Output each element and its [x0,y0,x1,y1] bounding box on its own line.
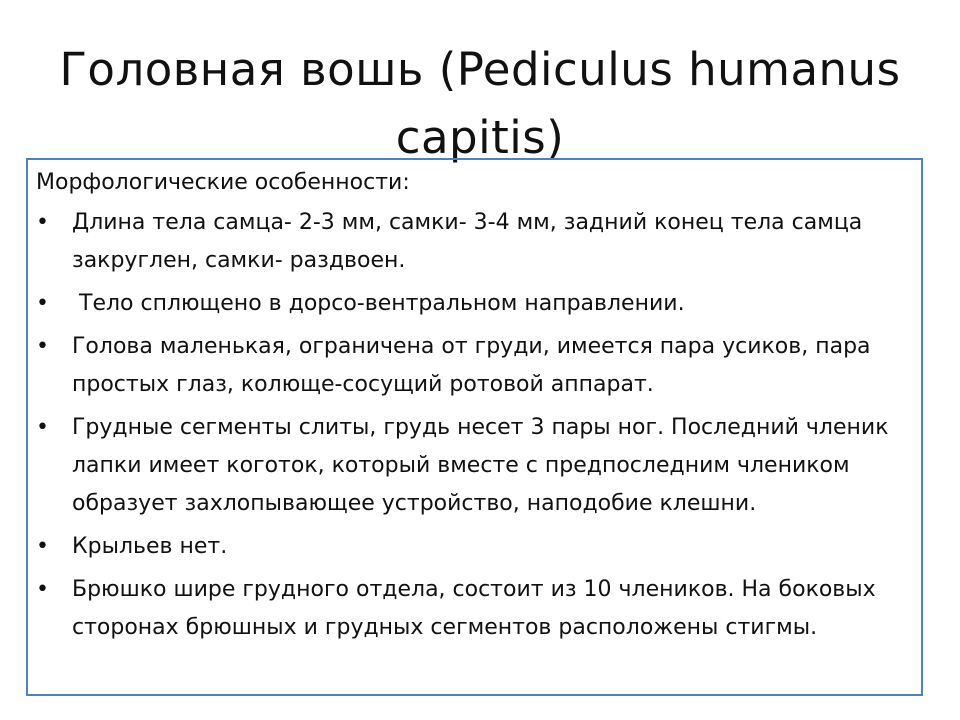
list-item [28,528,921,566]
list-item-text: Брюшко шире грудного отдела, состоит из 10 члеников. На боковых сторонах брюшных и грудных сегментов расположены стигмы. [72,577,876,640]
content-box [26,158,923,696]
slide-title: Головная вошь (Pediculus humanus capitis) [59,43,901,165]
list-item-text: Голова маленькая, ограничена от груди, имеется пара усиков, пара простых глаз, колюще-сосущий ротовой аппарат. [72,334,871,397]
bullet-list [28,204,921,652]
bullet-icon: • [36,334,49,359]
list-item [28,204,921,280]
list-item-text: Грудные сегменты слиты, грудь несет 3 пары ног. Последний членик лапки имеет коготок, который вместе с предпоследним члеником образует захлопывающее устройство, наподобие клешни. [72,415,889,516]
bullet-icon: • [36,210,49,235]
bullet-icon: • [36,415,49,440]
list-item-text: Длина тела самца- 2-3 мм, самки- 3-4 мм, задний конец тела самца закруглен, самки- раздвоен. [72,210,863,273]
list-item [28,328,921,404]
list-item [28,409,921,523]
bullet-icon: • [36,534,49,559]
list-item [28,571,921,647]
bullet-icon: • [36,577,49,602]
list-item-text: Тело сплющено в дорсо-вентральном направлении. [72,291,685,316]
section-heading: Морфологические особенности: [36,170,410,195]
list-item-text: Крыльев нет. [72,534,228,559]
bullet-icon: • [36,291,49,316]
list-item [28,285,921,323]
